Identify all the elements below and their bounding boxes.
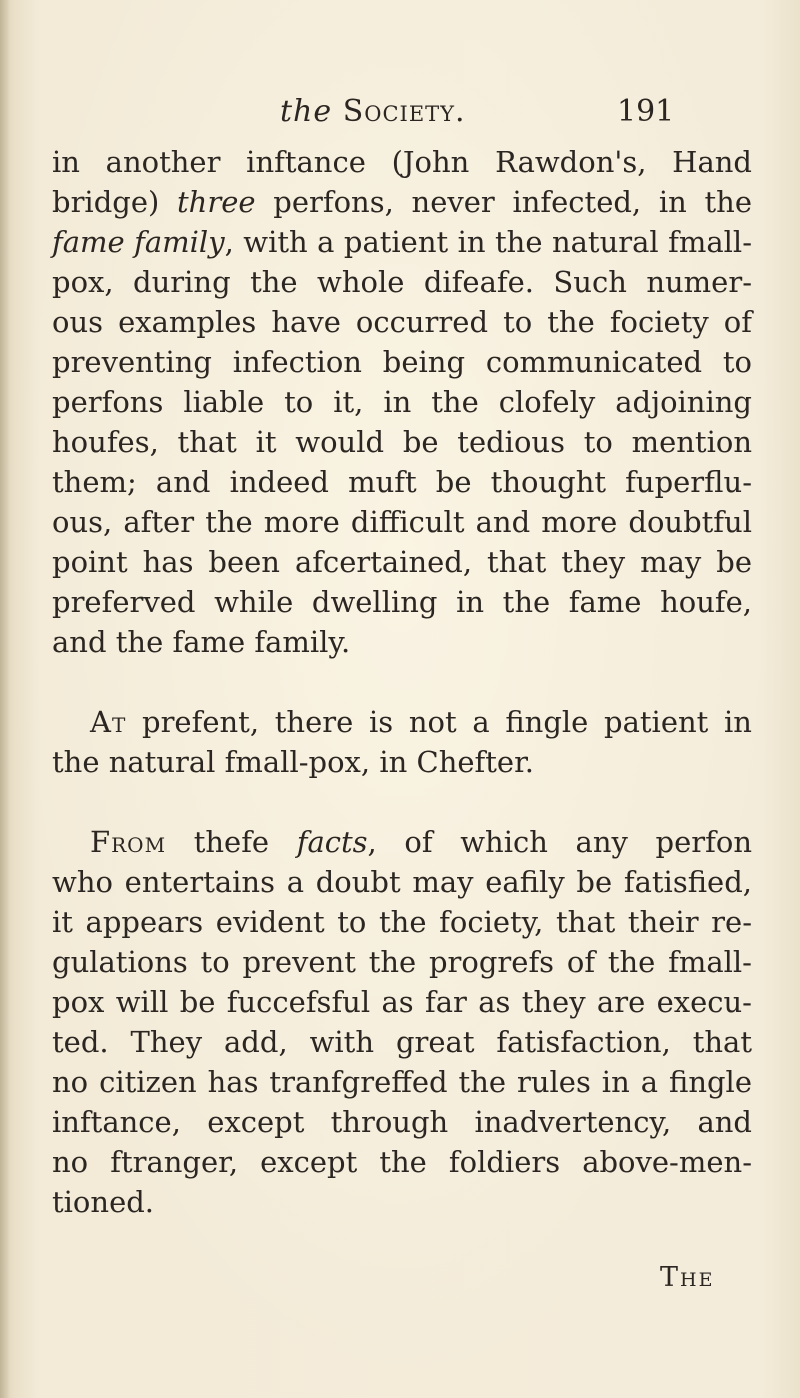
catchword: The — [660, 1262, 715, 1293]
text-line: ous, after the more difficult and more doubtful — [52, 505, 752, 539]
text-span: , with a patient in the natural fmall- — [224, 225, 753, 259]
gutter-shadow — [0, 0, 10, 1398]
small-caps-lead: From — [90, 825, 167, 859]
running-head-title: Society. — [342, 94, 466, 129]
text-line: no citizen has tranfgreffed the rules in a fingle — [52, 1065, 752, 1099]
text-line: it appears evident to the fociety, that their re- — [52, 905, 752, 939]
text-line: inftance, except through inadvertency, and — [52, 1105, 752, 1139]
italic-text: three — [177, 185, 256, 219]
text-line: tioned. — [52, 1185, 155, 1219]
small-caps-lead: At — [90, 705, 127, 739]
text-line: houfes, that it would be tedious to mention — [52, 425, 752, 459]
text-line: them; and indeed muft be thought fuperflu- — [52, 465, 752, 499]
text-line: ous examples have occurred to the fociety of — [52, 305, 752, 339]
text-line: pox, during the whole difeafe. Such numer- — [52, 265, 752, 299]
text-line — [52, 222, 752, 262]
text-line: pox will be fuccefsful as far as they are execu- — [52, 985, 752, 1019]
running-head — [280, 94, 466, 129]
running-head-italic: the — [280, 94, 333, 129]
text-span: perfons, never infected, in the — [255, 185, 752, 219]
body-text — [52, 142, 752, 1222]
text-line: preferved while dwelling in the fame houfe, — [52, 585, 752, 619]
text-line — [52, 182, 752, 222]
text-line: ted. They add, with great fatisfaction, that — [52, 1025, 752, 1059]
page-header — [0, 94, 800, 140]
text-line: perfons liable to it, in the clofely adjoining — [52, 385, 752, 419]
text-line: and the fame family. — [52, 625, 351, 659]
text-line: in another inftance (John Rawdon's, Hand — [52, 145, 752, 179]
text-span: bridge) — [52, 185, 178, 219]
text-line: who entertains a doubt may eafily be fatisfied, — [52, 865, 752, 899]
page-number: 191 — [617, 94, 675, 129]
text-line — [52, 822, 752, 862]
paragraph-gap — [52, 662, 752, 702]
text-span: , of which any perfon — [367, 825, 753, 859]
text-line — [52, 702, 752, 742]
italic-text: fame family — [52, 225, 225, 259]
text-span: thefe — [166, 825, 297, 859]
text-line: gulations to prevent the progrefs of the fmall- — [52, 945, 752, 979]
text-line: no ftranger, except the foldiers above-men- — [52, 1145, 752, 1179]
text-span: prefent, there is not a fingle patient in — [126, 705, 752, 739]
text-line: the natural fmall-pox, in Chefter. — [52, 745, 534, 779]
text-line: preventing infection being communicated to — [52, 345, 752, 379]
text-line: point has been afcertained, that they may be — [52, 545, 752, 579]
italic-text: facts — [296, 825, 368, 859]
paragraph-gap — [52, 782, 752, 822]
